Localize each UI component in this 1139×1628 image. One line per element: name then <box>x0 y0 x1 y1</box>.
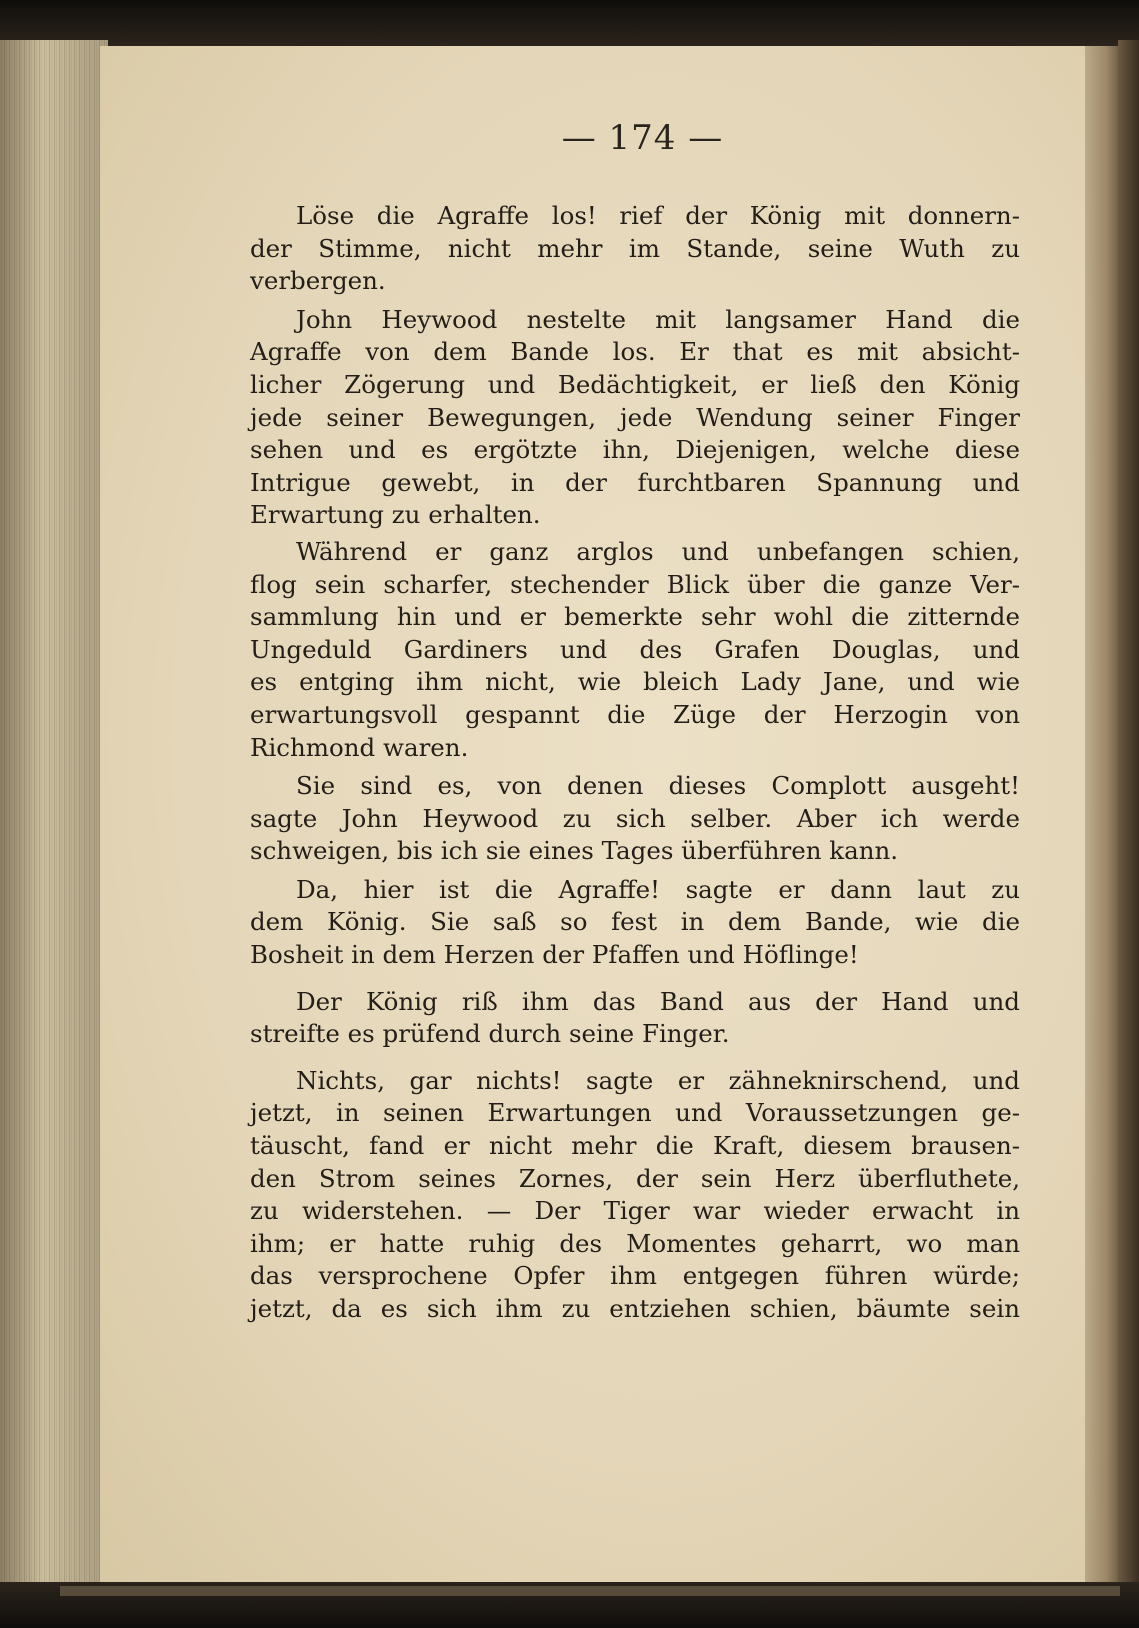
book-top-edge <box>0 0 1139 46</box>
text-line: Der König riß ihm das Band aus der Hand und <box>296 986 1020 1016</box>
text-line: Nichts, gar nichts! sagte er zähneknirschend, und <box>296 1065 1020 1095</box>
text-line: ihm; er hatte ruhig des Momentes geharrt, wo man <box>250 1228 1020 1258</box>
text-line: Erwartung zu erhalten. <box>250 500 541 530</box>
text-line: das versprochene Opfer ihm entgegen führen würde; <box>250 1261 1020 1291</box>
text-line: Sie sind es, von denen dieses Complott ausgeht! <box>296 771 1020 801</box>
text-line: sagte John Heywood zu sich selber. Aber ich werde <box>250 803 1020 833</box>
text-line: täuscht, fand er nicht mehr die Kraft, diesem brausen- <box>250 1131 1020 1161</box>
text-line: Löse die Agraffe los! rief der König mit donnern- <box>296 201 1020 230</box>
page-number: — 174 — <box>561 118 724 158</box>
text-line: den Strom seines Zornes, der sein Herz überfluthete, <box>250 1163 1020 1193</box>
book-binding-edge <box>1118 40 1139 1600</box>
text-line: Da, hier ist die Agraffe! sagte er dann laut zu <box>296 874 1020 904</box>
text-line: der Stimme, nicht mehr im Stande, seine Wuth zu <box>250 233 1020 263</box>
text-line: jede seiner Bewegungen, jede Wendung seiner Finger <box>250 402 1020 432</box>
text-line: erwartungsvoll gespannt die Züge der Herzogin von <box>250 699 1020 729</box>
body-text <box>250 200 1020 1326</box>
text-line: zu widerstehen. — Der Tiger war wieder erwacht in <box>250 1196 1020 1226</box>
text-line: jetzt, da es sich ihm zu entziehen schien, bäumte sein <box>250 1294 1020 1323</box>
text-line: verbergen. <box>250 266 386 296</box>
text-line: Während er ganz arglos und unbefangen schien, <box>296 536 1020 566</box>
text-line: jetzt, in seinen Erwartungen und Voraussetzungen ge- <box>250 1098 1020 1128</box>
paragraph <box>250 200 1020 298</box>
text-line: sammlung hin und er bemerkte sehr wohl die zitternde <box>250 602 1020 632</box>
paragraph <box>250 986 1020 1051</box>
paragraph <box>250 1065 1020 1326</box>
text-line: flog sein scharfer, stechender Blick über die ganze Ver- <box>250 569 1020 599</box>
text-line: Ungeduld Gardiners und des Grafen Douglas, und <box>250 634 1020 664</box>
text-line: streifte es prüfend durch seine Finger. <box>250 1019 730 1049</box>
text-line: John Heywood nestelte mit langsamer Hand die <box>296 304 1020 334</box>
paragraph <box>250 304 1020 532</box>
text-line: sehen und es ergötzte ihn, Diejenigen, welche diese <box>250 435 1020 465</box>
text-line: Richmond waren. <box>250 732 469 762</box>
text-line: licher Zögerung und Bedächtigkeit, er ließ den König <box>250 369 1020 399</box>
paragraph <box>250 874 1020 972</box>
paragraph <box>250 770 1020 868</box>
text-line: Agraffe von dem Bande los. Er that es mit absicht- <box>250 337 1020 367</box>
text-line: dem König. Sie saß so fest in dem Bande, wie die <box>250 907 1020 937</box>
paragraph <box>250 536 1020 764</box>
text-line: es entging ihm nicht, wie bleich Lady Jane, und wie <box>250 667 1020 697</box>
page-bottom-strip <box>60 1586 1120 1596</box>
page-stack-shadow <box>0 40 108 1588</box>
text-line: Bosheit in dem Herzen der Pfaffen und Höflinge! <box>250 940 859 970</box>
text-line: Intrigue gewebt, in der furchtbaren Spannung und <box>250 467 1020 497</box>
text-line: schweigen, bis ich sie eines Tages überführen kann. <box>250 836 899 866</box>
